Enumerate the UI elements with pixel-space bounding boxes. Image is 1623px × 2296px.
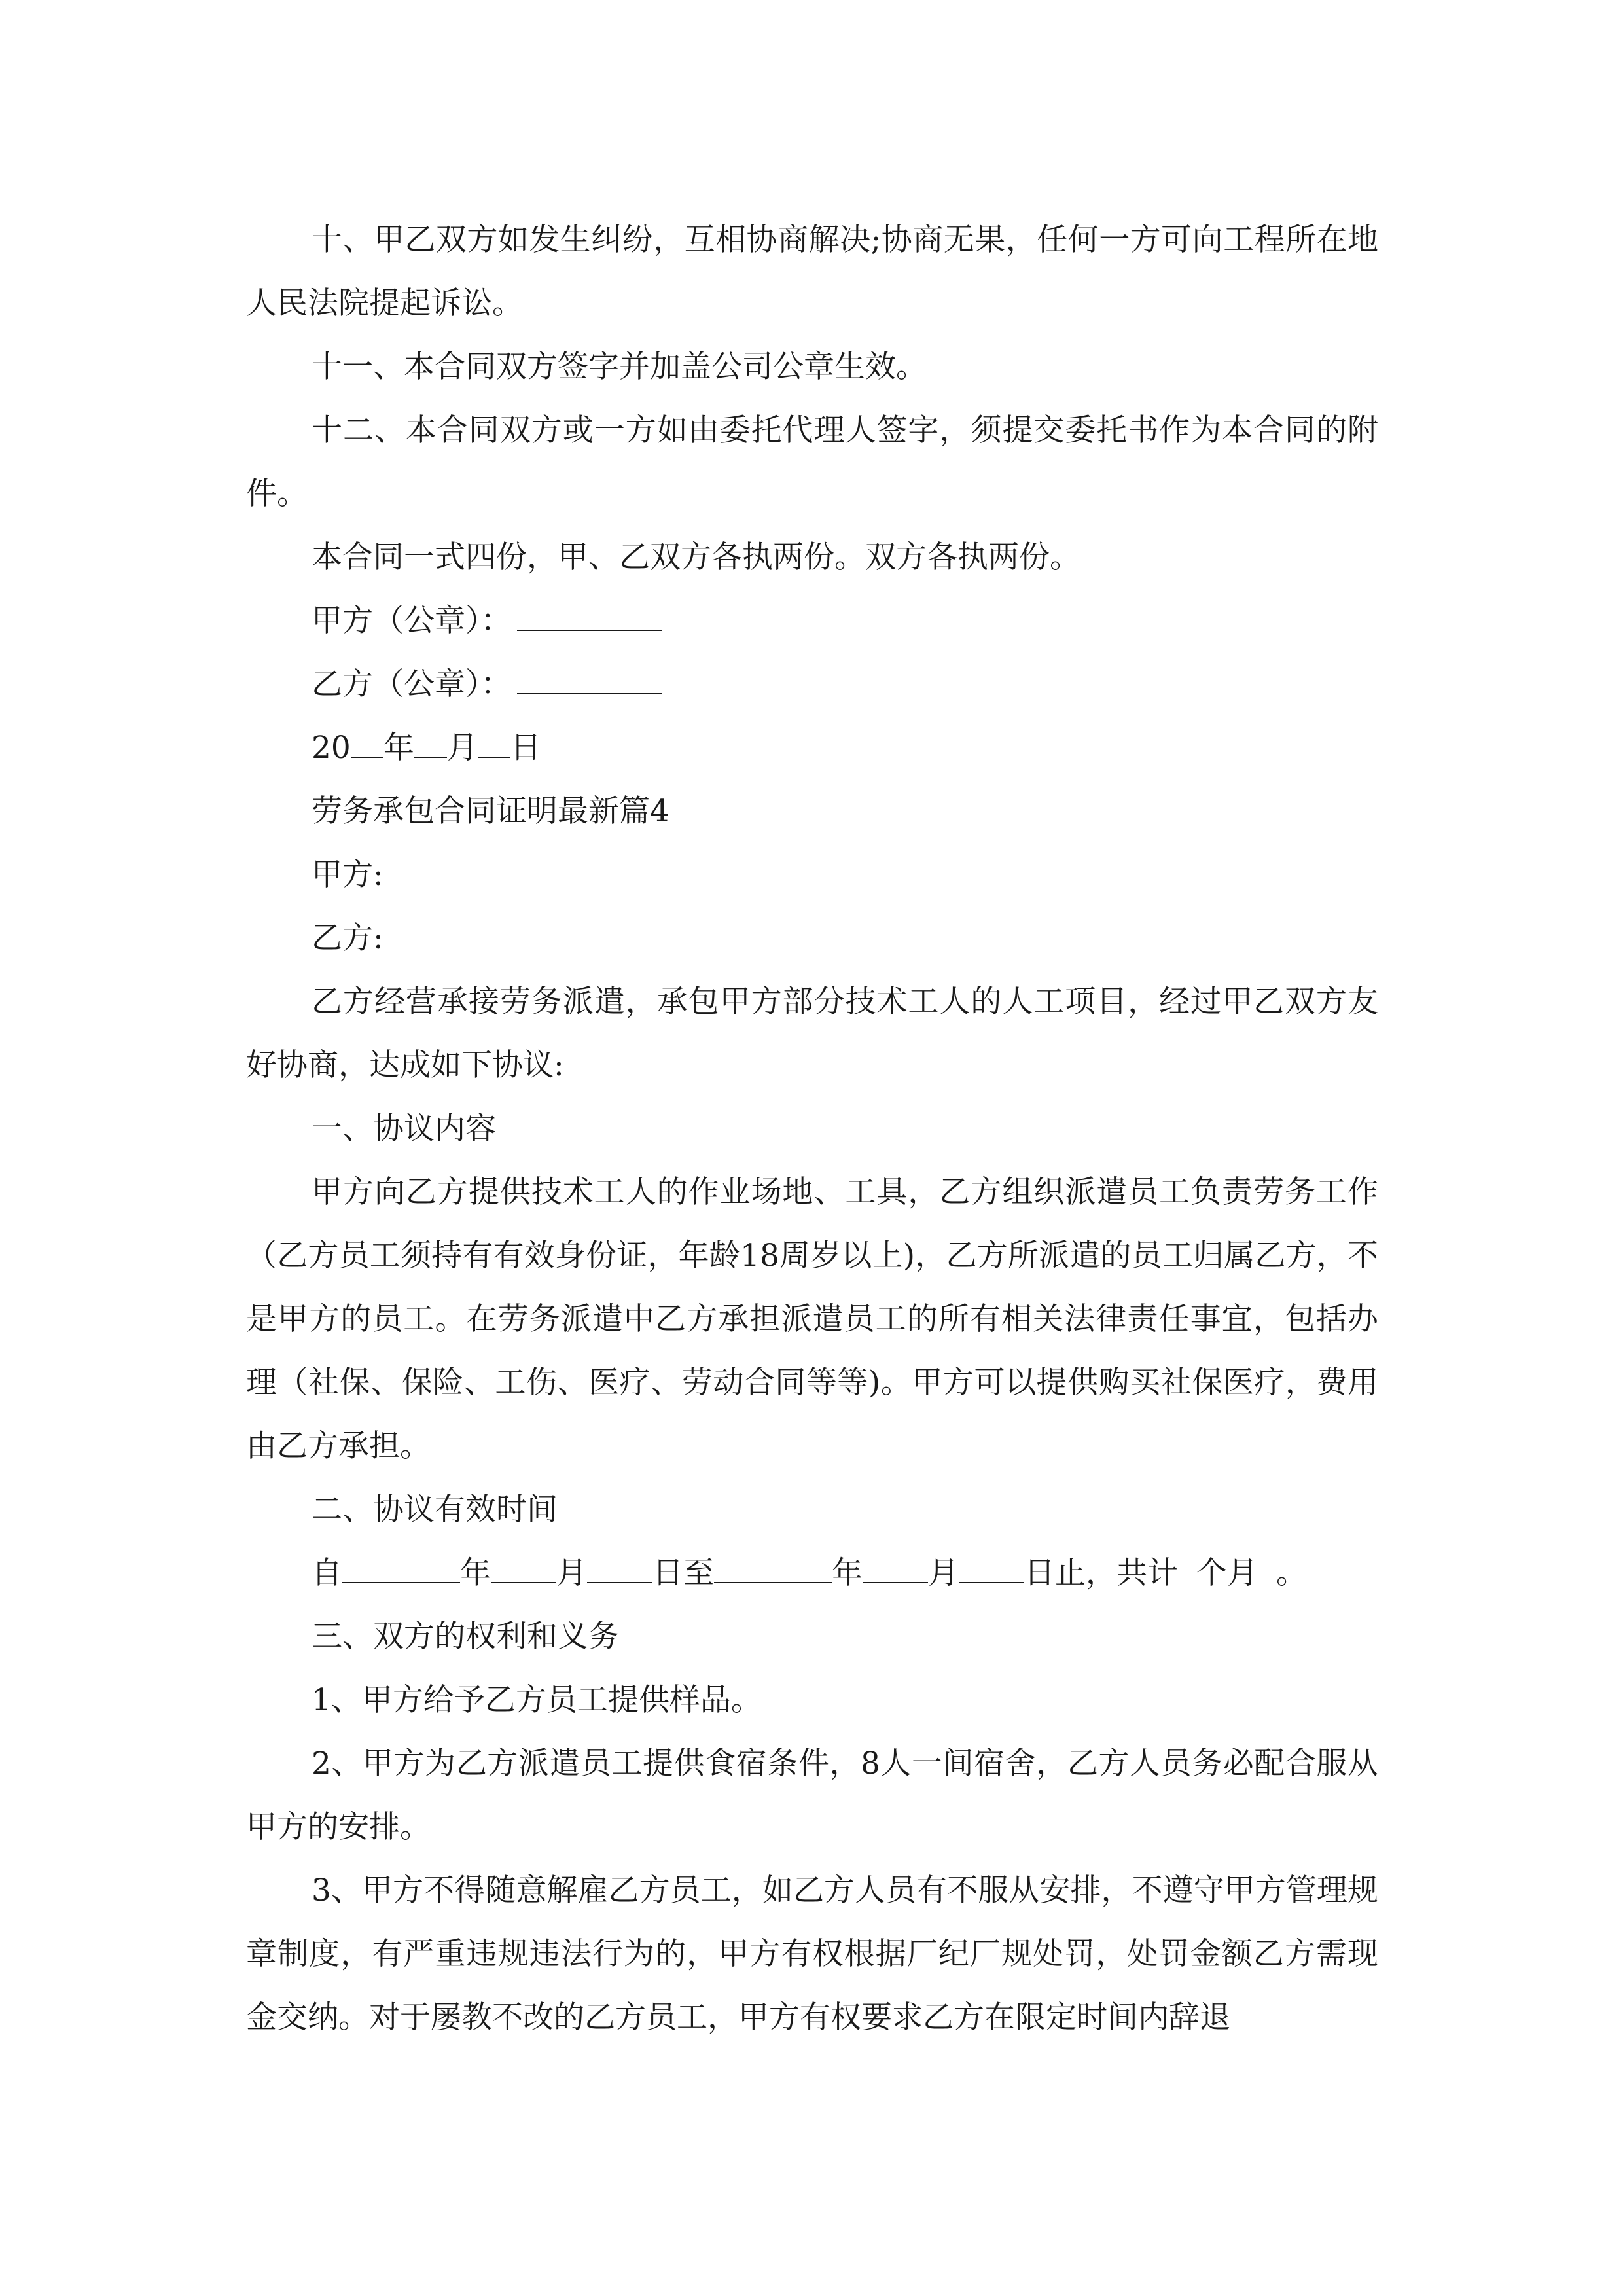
document-body [246, 208, 1378, 2049]
obligation-item-2: 2、甲方为乙方派遣员工提供食宿条件，8人一间宿舍，乙方人员务必配合服从甲方的安排。 [246, 1746, 1378, 1845]
date-year-label: 年 [383, 730, 414, 766]
date-prefix: 20 [312, 730, 351, 766]
heading-validity-period: 二、协议有效时间 [312, 1492, 558, 1528]
end-day-blank [959, 1556, 1024, 1583]
obligation-item-1: 1、甲方给予乙方员工提供样品。 [312, 1682, 762, 1718]
clause-11: 十一、本合同双方签字并加盖公司公章生效。 [312, 349, 927, 385]
party-b-line: 乙方: [312, 920, 383, 956]
validity-end-mark: 。 [1276, 1555, 1307, 1591]
start-month-label: 月 [556, 1555, 587, 1591]
start-year-label: 年 [460, 1555, 491, 1591]
end-month-label: 月 [928, 1555, 959, 1591]
start-day-blank [587, 1556, 652, 1583]
date-line [246, 716, 1378, 780]
date-day-label: 日 [510, 730, 541, 766]
party-a-signature-blank [517, 603, 662, 631]
party-b-signature-blank [517, 667, 662, 694]
obligation-item-3: 3、甲方不得随意解雇乙方员工，如乙方人员有不服从安排，不遵守甲方管理规章制度，有严重违规违法行为的，甲方有权根据厂纪厂规处罚，处罚金额乙方需现金交纳。对于屡教不改的乙方员工，甲方有权要求乙方在限定时间内辞退 [246, 1873, 1378, 2036]
heading-rights-obligations: 三、双方的权利和义务 [312, 1619, 619, 1655]
party-b-signature-line [246, 653, 1378, 716]
clause-10: 十、甲乙双方如发生纠纷，互相协商解决;协商无果，任何一方可向工程所在地人民法院提起诉讼。 [246, 222, 1378, 321]
party-a-seal-label: 甲方（公章）： [312, 603, 512, 639]
party-a-signature-line [246, 589, 1378, 653]
party-a-line: 甲方: [312, 857, 383, 893]
validity-from: 自 [312, 1555, 342, 1591]
start-month-blank [491, 1556, 556, 1583]
date-day-blank [478, 730, 510, 758]
copies-note: 本合同一式四份，甲、乙双方各执两份。双方各执两份。 [312, 539, 1080, 575]
date-year-blank [351, 730, 383, 758]
end-day-total-label: 日止，共计 [1024, 1555, 1178, 1591]
start-year-blank [342, 1556, 460, 1583]
clause-12: 十二、本合同双方或一方如由委托代理人签字，须提交委托书作为本合同的附件。 [246, 412, 1378, 512]
validity-period-line [246, 1541, 1378, 1605]
party-b-seal-label: 乙方（公章）： [312, 666, 512, 702]
heading-agreement-content: 一、协议内容 [312, 1111, 496, 1147]
start-day-to-label: 日至 [652, 1555, 714, 1591]
date-month-blank [414, 730, 447, 758]
date-month-label: 月 [446, 730, 478, 766]
section-title: 劳务承包合同证明最新篇4 [312, 793, 669, 829]
agreement-content-paragraph: 甲方向乙方提供技术工人的作业场地、工具，乙方组织派遣员工负责劳务工作（乙方员工须持有有效身份证，年龄18周岁以上)，乙方所派遣的员工归属乙方，不是甲方的员工。在劳务派遣中乙方承担派遣员工的所有相关法律责任事宜，包括办理（社保、保险、工伤、医疗、劳动合同等等)。甲方可以提供购买社保医疗，费用由乙方承担。 [246, 1174, 1378, 1464]
agreement-intro: 乙方经营承接劳务派遣，承包甲方部分技术工人的人工项目，经过甲乙双方友好协商，达成如下协议: [246, 984, 1378, 1083]
end-year-blank [714, 1556, 832, 1583]
months-label: 个月 [1196, 1555, 1258, 1591]
end-year-label: 年 [832, 1555, 863, 1591]
end-month-blank [863, 1556, 928, 1583]
